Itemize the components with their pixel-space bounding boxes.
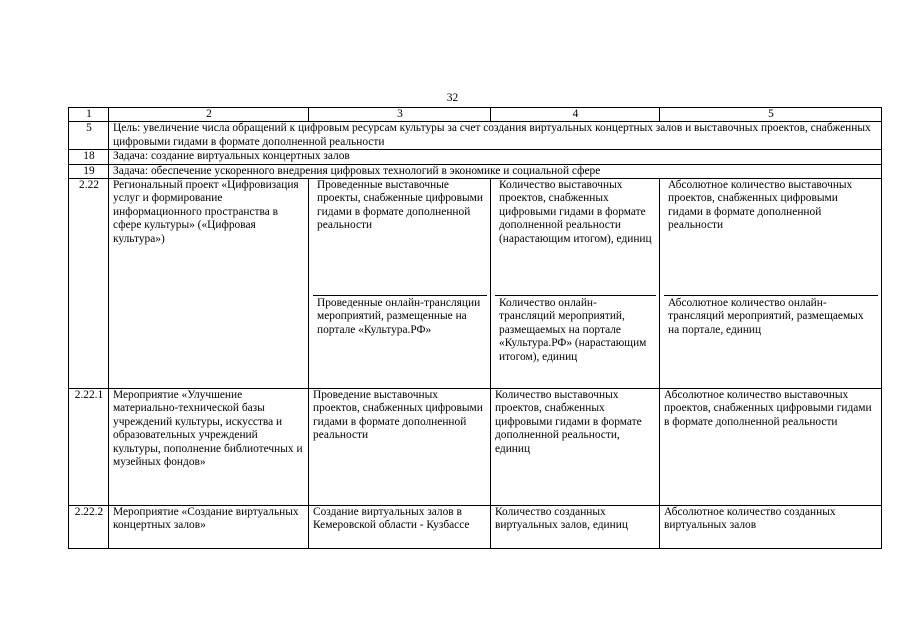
page-number: 32 bbox=[446, 92, 459, 104]
task-text: Задача: создание виртуальных концертных залов bbox=[109, 150, 882, 164]
absolute-text: Абсолютное количество онлайн-трансляций мероприятий, размещаемых на портале, единиц bbox=[668, 297, 864, 336]
program-table bbox=[68, 107, 882, 549]
indicator-text: Количество созданных виртуальных залов, единиц bbox=[491, 506, 660, 549]
result-text: Создание виртуальных залов в Кемеровской области - Кузбассе bbox=[309, 506, 491, 549]
column-number: 5 bbox=[660, 108, 882, 122]
indicator-cell bbox=[491, 179, 660, 389]
row-number: 5 bbox=[69, 122, 109, 150]
result-cell bbox=[309, 179, 491, 389]
task-row bbox=[69, 164, 882, 178]
indicator-text: Количество выставочных проектов, снабженных цифровыми гидами в формате дополненной реальности, единиц bbox=[491, 389, 660, 506]
project-name: Региональный проект «Цифровизация услуг и формирование информационного пространства в сфере культуры» («Цифровая культура») bbox=[109, 179, 309, 389]
row-number: 2.22 bbox=[69, 179, 109, 389]
absolute-text: Абсолютное количество выставочных проектов, снабженных цифровыми гидами в формате дополненной реальности bbox=[660, 389, 882, 506]
goal-text: Цель: увеличение числа обращений к цифровым ресурсам культуры за счет создания виртуальных концертных залов и выставочных проектов, снабженных цифровыми гидами в формате дополненной реальности bbox=[109, 122, 882, 150]
result-text: Проведение выставочных проектов, снабженных цифровыми гидами в формате дополненной реальности bbox=[309, 389, 491, 506]
row-number: 18 bbox=[69, 150, 109, 164]
column-number: 3 bbox=[309, 108, 491, 122]
table-row bbox=[69, 179, 882, 389]
column-number: 2 bbox=[109, 108, 309, 122]
row-number: 2.22.1 bbox=[69, 389, 109, 506]
absolute-text: Абсолютное количество выставочных проектов, снабженных цифровыми гидами в формате дополненной реальности bbox=[664, 179, 878, 296]
column-number: 4 bbox=[491, 108, 660, 122]
event-name: Мероприятие «Создание виртуальных концертных залов» bbox=[109, 506, 309, 549]
absolute-text: Абсолютное количество созданных виртуальных залов bbox=[660, 506, 882, 549]
result-text: Проведенные онлайн-трансляции мероприятий, размещенные на портале «Культура.РФ» bbox=[317, 297, 481, 336]
task-text: Задача: обеспечение ускоренного внедрения цифровых технологий в экономике и социальной сфере bbox=[109, 164, 882, 178]
column-number-row bbox=[69, 108, 882, 122]
indicator-text: Количество онлайн-трансляций мероприятий, размещаемых на портале «Культура.РФ» (нарастающим итогом), единиц bbox=[499, 297, 647, 363]
result-text: Проведенные выставочные проекты, снабженные цифровыми гидами в формате дополненной реальности bbox=[313, 179, 487, 296]
row-number: 19 bbox=[69, 164, 109, 178]
column-number: 1 bbox=[69, 108, 109, 122]
table-row bbox=[69, 506, 882, 549]
table-row bbox=[69, 389, 882, 506]
event-name: Мероприятие «Улучшение материально-технической базы учреждений культуры, искусства и образовательных учреждений культуры, пополнение библиотечных и музейных фондов» bbox=[109, 389, 309, 506]
task-row bbox=[69, 150, 882, 164]
goal-row bbox=[69, 122, 882, 150]
indicator-text: Количество выставочных проектов, снабженных цифровыми гидами в формате дополненной реальности (нарастающим итогом), единиц bbox=[495, 179, 656, 296]
absolute-cell bbox=[660, 179, 882, 389]
row-number: 2.22.2 bbox=[69, 506, 109, 549]
